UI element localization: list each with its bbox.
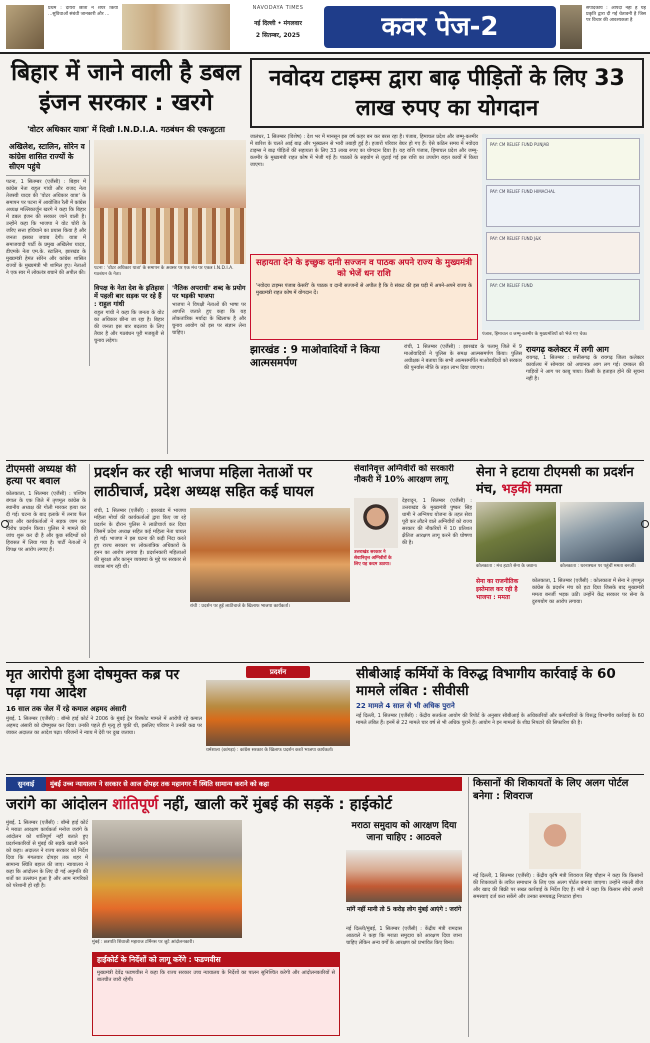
agniveer-portrait-caption: उत्तराखंड सरकार ने सेवानिवृत्त अग्निवीरों के लिए यह कदम उठाया। — [354, 550, 392, 567]
army-body: कोलकाता, 1 सितम्बर (एजैंसी) : कोलकाता में सेना ने तृणमूल कांग्रेस के प्रदर्शन मंच को हटा दिया जिसके बाद मुख्यमंत्री ममता बनर्जी भड़क उठीं। उन्होंने केंद्र सरकार पर सेना के दुरुपयोग का आरोप लगाया। — [532, 578, 644, 605]
maratha-red-box-body: मुख्यमंत्री देवेंद्र फडणवीस ने कहा कि राज्य सरकार उच्च न्यायालय के निर्देशों का पालन सुनिश्चित करेगी और आंदोलनकारियों से बातचीत जारी रहेगी। — [97, 970, 335, 983]
protest-caption: धर्मशाला (कांगड़ा) : कांग्रेस सरकार के खिलाफ प्रदर्शन करते भाजपा कार्यकर्ता। — [206, 748, 334, 753]
athawale-body: नई दिल्ली/मुंबई, 1 सितम्बर (एजैंसी) : केंद्रीय मंत्री रामदास आठवले ने कहा कि मराठा समुदाय को आरक्षण दिया जाना चाहिए लेकिन अन्य वर्गों के आरक्षण को प्रभावित किए बिना। — [346, 926, 462, 946]
maratha-red-box — [92, 952, 340, 1036]
army-photo-2 — [560, 502, 644, 562]
cheque-3: PAY: CM RELIEF FUND J&K — [486, 232, 640, 274]
cheque-2: PAY: CM RELIEF FUND HIMACHAL — [486, 185, 640, 227]
bihar-sidebar-title: अखिलेश, स्टालिन, सोरेन व कांग्रेस शासित राज्यों के सीएम पहुंचे — [6, 140, 89, 176]
tmc-body: कोलकाता, 1 सितम्बर (एजैंसी) : पश्चिम बंगाल के एक जिले में तृणमूल कांग्रेस के स्थानीय अध्यक्ष की गोली मारकर हत्या कर दी गई। घटना के बाद इलाके में तनाव फैल गया और कार्यकर्ताओं ने सड़क जाम कर विरोध प्रदर्शन किया। पुलिस ने मामले की जांच शुरू कर दी है और कुछ संदिग्धों को हिरासत में लिया गया है। पार्टी नेताओं ने विपक्ष पर आरोप लगाए हैं। — [6, 491, 86, 553]
jharkhand-title: झारखंड : 9 माओवादियों ने किया आत्मसमर्पण — [250, 344, 380, 369]
divider-bottom — [6, 774, 644, 775]
registration-mark-left — [1, 520, 9, 528]
masthead — [0, 0, 650, 54]
bjp-headline: प्रदर्शन कर रही भाजपा महिला नेताओं पर लाठीचार्ज, प्रदेश अध्यक्ष सहित कई घायल — [94, 465, 314, 500]
bihar-box-bjp — [172, 284, 246, 454]
athawale-photo — [346, 850, 462, 902]
tmc-title: टीएमसी अध्यक्ष की हत्या पर बवाल — [6, 464, 77, 487]
navodaya-headline-box — [250, 58, 644, 128]
story-collector — [526, 344, 644, 384]
protest-photo — [206, 680, 350, 746]
maratha-banner-text: मुंबई उच्च न्यायालय ने सरकार से आज दोपहर तक महानगर में स्थिति सामान्य कराने को कहा — [50, 780, 269, 788]
story-athawale — [346, 820, 462, 1036]
agniveer-body: देहरादून, 1 सितम्बर (एजैंसी) : उत्तराखंड के मुख्यमंत्री पुष्कर सिंह धामी ने अग्निपथ योजना के तहत सेवा पूरी कर लौटने वाले अग्निवीरों को राज्य सरकार की नौकरियों में 10 प्रतिशत क्षैतिज आरक्षण लागू करने की घोषणा की है। — [402, 498, 472, 546]
maratha-section-tag: सुनवाई — [6, 777, 46, 791]
bihar-kicker: 'वोटर अधिकार यात्रा' में दिखी I.N.D.I.A. गठबंधन की एकजुटता — [27, 125, 225, 134]
date-line: 2 सितम्बर, 2025 — [255, 32, 301, 39]
bihar-box-rahul — [94, 284, 168, 454]
story-navodaya — [250, 58, 644, 340]
collector-body: रायगढ़, 1 सितम्बर : छत्तीसगढ़ के रायगढ़ जिला कलेक्टर कार्यालय में सोमवार को अचानक आग लग गई। दमकल की गाड़ियों ने आग पर काबू पाया। किसी के हताहत होने की सूचना नहीं है। — [526, 355, 644, 382]
collector-title: रायगढ़ कलेक्टर में लगी आग — [526, 345, 609, 354]
story-dowry — [6, 666, 202, 770]
athawale-title: मराठा समुदाय को आरक्षण दिया जाना चाहिए : आठवले — [351, 821, 457, 843]
paper-name: NAVODAYA TIMES — [252, 5, 304, 11]
dowry-headline: मृत आरोपी हुआ दोषमुक्त कब्र पर पढ़ा गया आदेश — [6, 667, 180, 701]
right-teaser-text: संपादकीय : आपदा नहीं है यह प्रकृति द्वारा दी गई चेतावनी है जिस पर विचार की आवश्यकता है — [586, 6, 646, 23]
army-headline: सेना ने हटाया टीएमसी का प्रदर्शन मंच, भड़कीं ममता — [476, 465, 634, 497]
maratha-headline-red: शांतिपूर्ण — [112, 795, 159, 813]
bjp-photo-caption: रांची : प्रदर्शन पर हुई लाठीचार्ज के खिलाफ भाजपा कार्यकर्ता। — [190, 604, 290, 609]
agniveer-portrait — [354, 498, 398, 548]
cheque-1: PAY: CM RELIEF FUND PUNJAB — [486, 138, 640, 180]
dowry-body: मुंबई, 1 सितम्बर (एजैंसी) : बॉम्बे हाई कोर्ट ने 2006 के मुंबई ट्रेन विस्फोट मामले में आरोपी रहे कमाल अहमद अंसारी को दोषमुक्त कर दिया। उनकी पहले ही मृत्यु हो चुकी थी, इसलिए परिवार ने उनकी कब्र पर जाकर अदालत का आदेश पढ़ा। परिजनों ने न्याय में देरी पर दुख जताया। — [6, 716, 202, 736]
bihar-photo-caption: पटना : 'वोटर अधिकार यात्रा' के समापन के अवसर पर एक मंच पर एकत्र I.N.D.I.A. गठबंधन के नेता। — [94, 266, 234, 277]
maratha-red-box-title: हाईकोर्ट के निर्देशों को लागू करेंगे : फडणवीस — [93, 953, 339, 967]
story-kisan — [468, 777, 644, 1037]
story-cbi — [356, 666, 644, 770]
kisan-headline: किसानों की शिकायतों के लिए अलग पोर्टल बनेगा : शिवराज — [473, 778, 629, 802]
bihar-body: पटना, 1 सितम्बर (एजैंसी) : बिहार में कांग्रेस नेता राहुल गांधी और राजद नेता तेजस्वी यादव की 'वोटर अधिकार यात्रा' के समापन पर पटना में आयोजित रैली में कांग्रेस अध्यक्ष मल्लिकार्जुन खरगे ने कहा कि बिहार में डबल इंजन की सरकार जाने वाली है। उन्होंने कहा कि भाजपा ने वोट चोरी के जरिए सत्ता हथियाने का प्रयास किया है और जनता इसका जवाब देगी। यात्रा में समाजवादी पार्टी के प्रमुख अखिलेश यादव, डीएमके नेता एम.के. स्टालिन, झारखंड के मुख्यमंत्री हेमंत सोरेन और कांग्रेस शासित राज्यों के मुख्यमंत्री भी शामिल हुए। नेताओं ने एक स्वर में लोकतंत्र बचाने की अपील की। — [6, 179, 86, 276]
right-teaser-photo — [560, 5, 582, 49]
army-photo2-caption: कोलकाता : धरनास्थल पर पहुंचीं ममता बनर्जी। — [560, 564, 636, 569]
maratha-banner — [6, 777, 462, 791]
cheque-stack — [482, 134, 644, 330]
army-photo1-caption: कोलकाता : मंच हटाते सेना के जवान। — [476, 564, 538, 569]
cbi-headline: सीबीआई कर्मियों के विरुद्ध विभागीय कार्रवाई के 60 मामले लंबित : सीवीसी — [356, 666, 616, 699]
bihar-box-rahul-title: विपक्ष के नेता देश के इतिहास में पहली बार सड़क पर रहे हैं : राहुल गांधी — [94, 284, 164, 308]
cbi-kicker: 22 मामले 4 साल से भी अधिक पुराने — [356, 702, 455, 710]
bihar-rally-photo — [94, 140, 246, 264]
maratha-headline-post: नहीं, खाली करें मुंबई की सड़कें : हाईकोर्ट — [163, 795, 392, 813]
protest-label: प्रदर्शन — [246, 666, 310, 678]
left-teaser-photo — [6, 5, 44, 49]
athawale-quote: मांगें नहीं मानी तो 5 करोड़ लोग मुंबई आएंगे : जरांगे — [346, 906, 462, 913]
divider-mid — [6, 662, 644, 663]
navodaya-appeal-title: सहायता देने के इच्छुक दानी सज्जन व पाठक अपने राज्य के मुख्यमंत्री को भेजें धन राशि — [255, 258, 473, 279]
story-agniveer — [354, 464, 472, 658]
navodaya-headline: नवोदय टाइम्स द्वारा बाढ़ पीड़ितों के लिए 33 लाख रुपए का योगदान — [269, 66, 625, 121]
bihar-headline: बिहार में जाने वाली है डबल इंजन सरकार : खरगे — [11, 60, 241, 116]
kisan-body: नई दिल्ली, 1 सितम्बर (एजैंसी) : केंद्रीय कृषि मंत्री शिवराज सिंह चौहान ने कहा कि किसानों की शिकायतों के त्वरित समाधान के लिए एक अलग पोर्टल बनाया जाएगा। उन्होंने नकली बीज और खाद की बिक्री पर सख्त कार्रवाई के निर्देश दिए हैं। मंत्री ने कहा कि किसान सीधे अपनी समस्याएं दर्ज करा सकेंगे और उनका समयबद्ध निपटारा होगा। — [473, 873, 643, 900]
agniveer-headline: सेवानिवृत्त अग्निवीरों को सरकारी नौकरी में 10% आरक्षण लागू — [354, 464, 454, 485]
jharkhand-body: रांची, 1 सितम्बर (एजैंसी) : झारखंड के पलामू जिले में 9 माओवादियों ने पुलिस के समक्ष आत्मसमर्पण किया। पुलिस अधीक्षक ने बताया कि सभी आत्मसमर्पित माओवादियों को सरकार की पुनर्वास नीति के तहत लाभ दिया जाएगा। — [404, 344, 522, 371]
bjp-protest-photo — [190, 508, 350, 602]
story-protest — [206, 666, 350, 770]
bjp-body: रांची, 1 सितम्बर (एजैंसी) : झारखंड में भाजपा महिला मोर्चा की कार्यकर्ताओं द्वारा किए जा रहे प्रदर्शन के दौरान पुलिस ने लाठीचार्ज कर दिया जिसमें प्रदेश अध्यक्ष सहित कई महिला नेता घायल हो गईं। भाजपा ने इस घटना की कड़ी निंदा करते हुए राज्य सरकार पर लोकतांत्रिक अधिकारों के हनन का आरोप लगाया है। प्रदर्शनकारी महिलाओं की सुरक्षा और कानून व्यवस्था के मुद्दे पर सरकार से जवाब मांग रही थीं। — [94, 508, 186, 570]
bihar-box-bjp-body: भाजपा ने विपक्षी नेताओं की भाषा पर आपत्ति जताते हुए कहा कि यह लोकतांत्रिक मर्यादा के खिलाफ है और चुनाव आयोग को इस पर संज्ञान लेना चाहिए। — [172, 302, 246, 336]
masthead-photo-strip — [122, 4, 230, 50]
army-quote: सेना का राजनीतिक इस्तेमाल कर रही है भाजपा : ममता — [476, 578, 519, 601]
cheque-4: PAY: CM RELIEF FUND — [486, 279, 640, 321]
bihar-sidebar-box — [6, 140, 90, 366]
divider-top — [6, 460, 644, 461]
cbi-body: नई दिल्ली, 1 सितम्बर (एजैंसी) : केंद्रीय सतर्कता आयोग की रिपोर्ट के अनुसार सीबीआई के अधिकारियों और कर्मचारियों के विरुद्ध विभागीय कार्रवाई के 60 मामले लंबित हैं। इनमें से 22 मामले चार वर्ष से भी अधिक पुराने हैं। आयोग ने इन मामलों के शीघ्र निपटारे की सिफारिश की है। — [356, 713, 644, 726]
kisan-portrait — [529, 813, 581, 869]
left-teaser-text: प्रथम : दायरा छात्रों ने शेयर किया ...सुविधाओं संबंधी जानकारी और ... — [48, 6, 118, 17]
maratha-photo-caption: मुंबई : छत्रपति शिवाजी महाराज टर्मिनस पर जुटे आंदोलनकारी। — [92, 940, 195, 945]
city-date-line: नई दिल्ली • मंगलवार — [254, 20, 302, 27]
maratha-photo — [92, 820, 242, 938]
registration-mark-right — [641, 520, 649, 528]
story-bihar — [6, 58, 246, 456]
story-army — [476, 464, 644, 658]
section-title-text: कवर पेज-2 — [381, 12, 499, 42]
story-bjp — [94, 464, 350, 658]
maratha-body: मुंबई, 1 सितम्बर (एजैंसी) : बॉम्बे हाई कोर्ट ने मराठा आरक्षण कार्यकर्ता मनोज जरांगे के आंदोलन को शांतिपूर्ण नहीं बताते हुए प्रदर्शनकारियों से मुंबई की सड़कें खाली करने को कहा। अदालत ने राज्य सरकार को निर्देश दिया कि मंगलवार दोपहर तक शहर में सामान्य स्थिति बहाल की जाए। न्यायालय ने कहा कि आंदोलन के लिए दी गई अनुमति की शर्तों का उल्लंघन हुआ है और आम नागरिकों को परेशानी हो रही है। — [6, 820, 88, 889]
bihar-box-rahul-body: राहुल गांधी ने कहा कि जनता के वोट का अधिकार छीना जा रहा है। बिहार की जनता इस बार बदलाव के लिए तैयार है और गठबंधन पूरी मजबूती से चुनाव लड़ेगा। — [94, 310, 164, 344]
navodaya-appeal-body: 'नवोदय टाइम्स पंजाब केसरी' के पाठक व दानी सज्जनों से अपील है कि वे संकट की इस घड़ी में अपने-अपने राज्य के मुख्यमंत्री राहत कोष में योगदान दें। — [256, 283, 472, 296]
maratha-headline-pre: जरांगे का आंदोलन — [6, 795, 108, 813]
bihar-box-bjp-title: 'नैतिक अपराधी' शब्द के प्रयोग पर भड़की भाजपा — [172, 284, 246, 300]
army-photo-1 — [476, 502, 556, 562]
navodaya-appeal-box — [250, 254, 478, 340]
cheque-caption: पंजाब, हिमाचल व जम्मू-कश्मीर के मुख्यमंत्रियों को भेजे गए चेक। — [482, 332, 588, 337]
army-headline-red: भड़कीं — [501, 482, 531, 497]
story-jharkhand — [250, 344, 402, 384]
story-tmc — [6, 464, 90, 658]
dowry-kicker: 16 साल तक जेल में रहे कमाल अहमद अंसारी — [6, 705, 127, 713]
section-title — [324, 6, 556, 48]
maratha-headline — [6, 793, 462, 817]
navodaya-body: जालंधर, 1 सितम्बर (विशेष) : देश भर में मानसून इस वर्ष कहर बन कर बरस रहा है। पंजाब, हिमाचल प्रदेश और जम्मू-कश्मीर में बारिश के चलते आई बाढ़ और भूस्खलन से भारी तबाही हुई है। हजारों परिवार बेघर हो गए हैं। ऐसे कठिन समय में नवोदय टाइम्स ने बाढ़ पीड़ितों की सहायता के लिए 33 लाख रुपए का योगदान दिया है। यह राशि पंजाब, हिमाचल प्रदेश और जम्मू-कश्मीर के मुख्यमंत्री राहत कोष में भेजी गई है। पाठकों के सहयोग से जुटाई गई इस राशि का उपयोग राहत कार्यों में किया जाएगा। — [250, 134, 478, 168]
